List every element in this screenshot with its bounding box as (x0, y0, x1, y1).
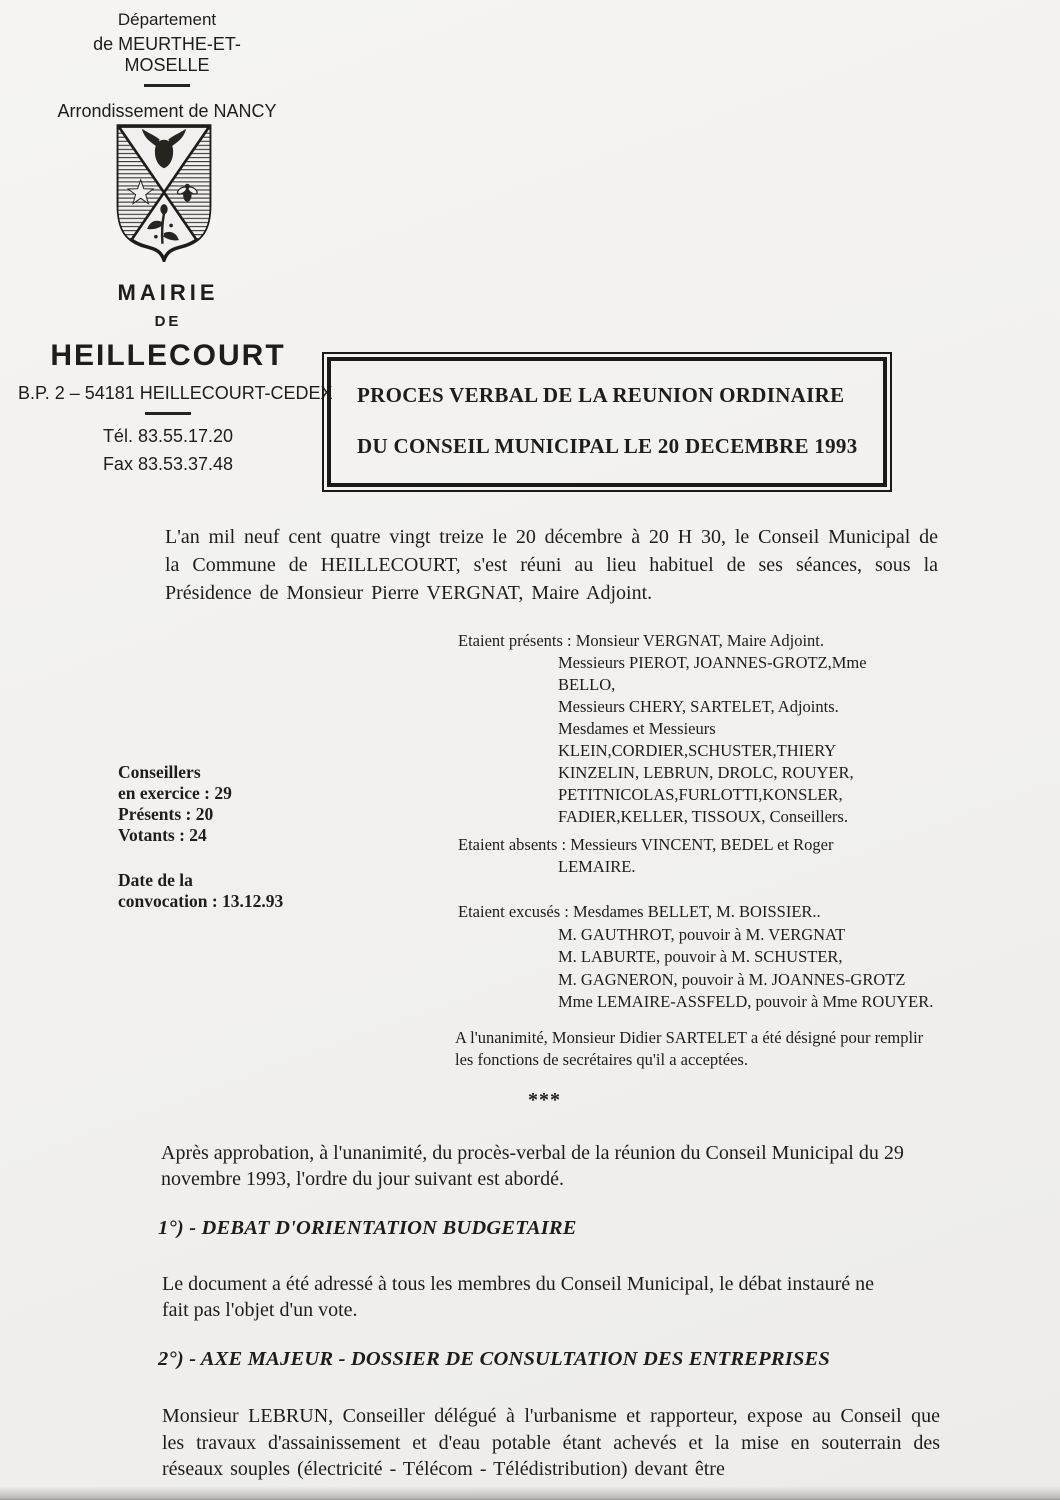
presents-count: Présents : 20 (118, 804, 214, 824)
section2-heading: 2°) - AXE MAJEUR - DOSSIER DE CONSULTATION DES ENTREPRISES (158, 1348, 830, 1370)
list-line (458, 901, 1008, 924)
list-line: PETITNICOLAS,FURLOTTI,KONSLER, (558, 785, 843, 804)
presents-item: Monsieur VERGNAT, Maire Adjoint. (575, 631, 825, 650)
list-line: Mesdames et Messieurs (558, 719, 716, 738)
list-line (458, 834, 1003, 856)
excuses-list (458, 901, 1008, 1014)
separator-asterisks: *** (528, 1089, 561, 1111)
mairie-block (18, 280, 333, 475)
meeting-title-box-inner (327, 357, 887, 487)
list-line: M. GAUTHROT, pouvoir à M. VERGNAT (558, 924, 846, 944)
section2-body: Monsieur LEBRUN, Conseiller délégué à l'urbanisme et rapporteur, expose au Conseil que les travaux d'assainissement et d'eau potable étant achevés et la mise en souterrain des réseaux souples (électricité - Télécom - Télédistribution) devant être (162, 1405, 940, 1480)
section1-body: Le document a été adressé à tous les membres du Conseil Municipal, le débat instauré ne fait pas l'objet d'un vote. (162, 1273, 875, 1321)
excuses-item: Mesdames BELLET, M. BOISSIER.. (573, 902, 821, 921)
list-line: Mme LEMAIRE-ASSFELD, pouvoir à Mme ROUYER. (558, 992, 934, 1011)
attendance-list (458, 630, 1003, 878)
departement-label: Département (117, 10, 217, 29)
list-line: KINZELIN, LEBRUN, DROLC, ROUYER, (558, 763, 854, 782)
list-line (458, 630, 1003, 652)
intro-paragraph: L'an mil neuf cent quatre vingt treize le 20 décembre à 20 H 30, le Conseil Municipal de la Commune de HEILLECOURT, s'est réuni au lieu habituel de ses séances, sous la Présidence de Monsieur Pierre VERGNAT, Maire Adjoint. (165, 526, 938, 604)
convocation-date: convocation : 13.12.93 (118, 891, 284, 911)
mairie-label: MAIRIE (117, 280, 219, 305)
list-line: LEMAIRE. (558, 857, 636, 876)
divider-dash (145, 412, 191, 415)
phone-line: Tél. 83.55.17.20 (102, 426, 234, 446)
meeting-title-box (322, 352, 892, 492)
scan-edge-shadow (0, 1486, 1060, 1500)
departement-name: de MEURTHE-ET-MOSELLE (93, 34, 241, 75)
en-exercice-count: en exercice : 29 (118, 783, 232, 803)
city-name: HEILLECOURT (50, 339, 286, 372)
section1-heading: 1°) - DEBAT D'ORIENTATION BUDGETAIRE (158, 1217, 577, 1239)
list-line: KLEIN,CORDIER,SCHUSTER,THIERY (558, 741, 837, 760)
departement-header (52, 10, 282, 133)
excuses-label: Etaient excusés : (458, 902, 569, 921)
list-line: M. LABURTE, pouvoir à M. SCHUSTER, (558, 947, 843, 966)
fax-line: Fax 83.53.37.48 (102, 454, 234, 474)
secretary-note: A l'unanimité, Monsieur Didier SARTELET a été désigné pour remplir les fonctions de secrétaires qu'il a acceptées. (455, 1028, 924, 1069)
list-line: BELLO, (558, 675, 616, 694)
counters-block (118, 762, 348, 912)
divider-dash (144, 84, 190, 87)
meeting-title-line2: DU CONSEIL MUNICIPAL LE 20 DECEMBRE 1993 (357, 434, 858, 458)
conseillers-label: Conseillers (118, 762, 201, 782)
convocation-date-label: Date de la (118, 870, 193, 890)
mairie-de-label: DE (154, 313, 182, 330)
meeting-title-line1: PROCES VERBAL DE LA REUNION ORDINAIRE (357, 383, 845, 407)
arrondissement-label: Arrondissement de NANCY (57, 101, 277, 121)
absents-item: Messieurs VINCENT, BEDEL et Roger (570, 835, 834, 854)
list-line: FADIER,KELLER, TISSOUX, Conseillers. (558, 807, 848, 826)
absents-label: Etaient absents : (458, 835, 567, 854)
list-line: Messieurs CHERY, SARTELET, Adjoints. (558, 697, 839, 716)
list-line: M. GAGNERON, pouvoir à M. JOANNES-GROTZ (558, 969, 906, 989)
votants-count: Votants : 24 (118, 825, 207, 845)
approbation-paragraph: Après approbation, à l'unanimité, du procès-verbal de la réunion du Conseil Municipal du 29 novembre 1993, l'ordre du jour suivant est abordé. (161, 1142, 904, 1190)
presents-label: Etaient présents : (458, 631, 572, 650)
list-line: Messieurs PIEROT, JOANNES-GROTZ,Mme (558, 653, 867, 672)
address-line: B.P. 2 – 54181 HEILLECOURT-CEDEX (18, 383, 333, 403)
coat-of-arms-icon (110, 120, 218, 262)
